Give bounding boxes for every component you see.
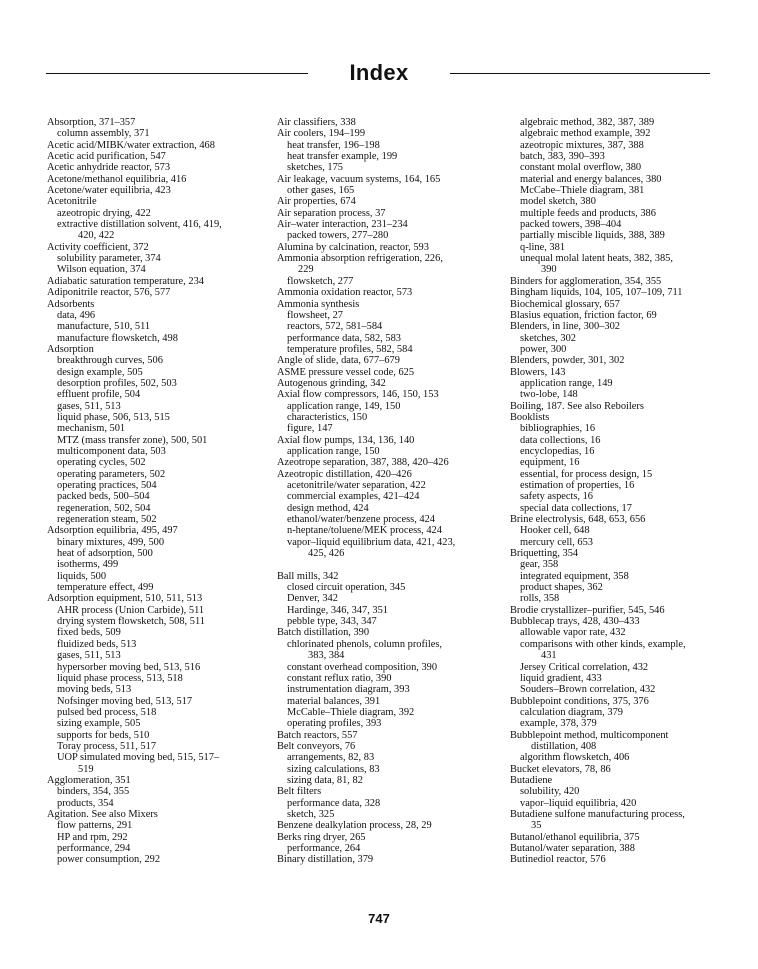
index-subentry: safety aspects, 16: [520, 491, 593, 503]
index-subentry: temperature profiles, 582, 584: [287, 343, 413, 355]
index-subentry: liquids, 500: [57, 570, 107, 582]
index-entry: Acetone/water equilibria, 423: [47, 185, 171, 197]
index-subentry: heat of adsorption, 500: [57, 548, 153, 560]
index-subentry: other gases, 165: [287, 185, 355, 197]
index-entry: Autogenous grinding, 342: [277, 377, 386, 389]
index-subentry: binary mixtures, 499, 500: [57, 536, 165, 548]
index-subentry: binders, 354, 355: [57, 786, 130, 798]
index-entry: ASME pressure vessel code, 625: [277, 366, 415, 378]
index-subentry: regeneration steam, 502: [57, 514, 157, 526]
index-entry: Bubblepoint method, multicomponent: [510, 729, 669, 741]
index-entry: Ammonia oxidation reactor, 573: [277, 287, 413, 299]
index-subentry: figure, 147: [287, 423, 333, 435]
index-subentry: reactors, 572, 581–584: [287, 321, 383, 333]
index-subentry: multiple feeds and products, 386: [520, 207, 656, 219]
index-entry: Binary distillation, 379: [277, 854, 374, 866]
index-subentry: column assembly, 371: [57, 128, 150, 140]
index-subentry: hypersorber moving bed, 513, 516: [57, 661, 201, 673]
index-subentry: isotherms, 499: [57, 559, 119, 571]
index-entry: Blenders, powder, 301, 302: [510, 355, 625, 367]
index-subentry: partially miscible liquids, 388, 389: [520, 230, 665, 242]
index-entry: Acetonitrile: [47, 196, 97, 208]
index-entry: Axial flow pumps, 134, 136, 140: [277, 434, 415, 446]
index-subentry: packed towers, 398–404: [520, 219, 622, 231]
index-entry: Acetone/methanol equilibria, 416: [47, 173, 187, 185]
index-entry: Ammonia synthesis: [277, 298, 360, 310]
index-entry: Azeotropic distillation, 420–426: [277, 468, 412, 480]
index-subentry: fixed beds, 509: [57, 627, 121, 639]
index-subentry: rolls, 358: [520, 593, 560, 605]
index-subentry: packed beds, 500–504: [57, 491, 150, 503]
header-rule-right: [450, 73, 710, 74]
index-subentry: liquid phase, 506, 513, 515: [57, 411, 170, 423]
index-subentry: sizing calculations, 83: [287, 763, 380, 775]
index-subentry: drying system flowsketch, 508, 511: [57, 616, 205, 628]
index-entry: Brine electrolysis, 648, 653, 656: [510, 514, 646, 526]
index-entry: Adsorption equilibria, 495, 497: [47, 525, 178, 537]
index-subentry: vapor–liquid equilibrium data, 421, 423,: [287, 536, 456, 548]
index-entry: Bubblecap trays, 428, 430–433: [510, 616, 640, 628]
index-entry: Activity coefficient, 372: [47, 241, 149, 253]
header-rule-left: [46, 73, 308, 74]
index-subentry: data, 496: [57, 309, 96, 321]
page-title: Index: [349, 60, 409, 85]
index-subentry: constant overhead composition, 390: [287, 661, 438, 673]
index-subentry: Hardinge, 346, 347, 351: [287, 604, 389, 616]
index-subentry: multicomponent data, 503: [57, 445, 166, 457]
index-entry: Butadiene sulfone manufacturing process,: [510, 808, 685, 820]
index-subentry: chlorinated phenols, column profiles,: [287, 638, 442, 650]
index-entry: Absorption, 371–357: [47, 117, 136, 128]
index-subentry: Jersey Critical correlation, 432: [520, 661, 649, 673]
index-subentry: operating cycles, 502: [57, 457, 146, 469]
index-entry: Butanol/water separation, 388: [510, 843, 635, 854]
index-entry: Acetic acid/MIBK/water extraction, 468: [47, 139, 215, 151]
index-entry-continuation: 431: [541, 650, 557, 662]
index-entry: Batch reactors, 557: [277, 729, 358, 741]
index-subentry: sketch, 325: [287, 808, 335, 820]
index-subentry: comparisons with other kinds, example,: [520, 638, 686, 650]
index-subentry: sketches, 175: [287, 162, 343, 174]
index-subentry: flow patterns, 291: [57, 820, 133, 832]
index-entry-continuation: 383, 384: [308, 650, 345, 662]
index-subentry: model sketch, 380: [520, 196, 596, 208]
index-subentry: gear, 358: [520, 559, 559, 571]
index-subentry: algebraic method example, 392: [520, 128, 651, 140]
index-subentry: calculation diagram, 379: [520, 706, 624, 718]
index-subentry: Toray process, 511, 517: [57, 740, 157, 752]
index-entry: Bucket elevators, 78, 86: [510, 763, 611, 775]
index-subentry: solubility parameter, 374: [57, 253, 161, 265]
index-subentry: batch, 383, 390–393: [520, 151, 605, 163]
index-subentry: flowsketch, 277: [287, 275, 354, 287]
index-entry-continuation: 229: [298, 264, 314, 276]
index-subentry: material balances, 391: [287, 695, 381, 707]
index-entry: Agitation. See also Mixers: [47, 808, 158, 820]
index-entry: Blasius equation, friction factor, 69: [510, 309, 657, 321]
index-subentry: example, 378, 379: [520, 718, 597, 730]
index-entry: Air separation process, 37: [277, 207, 386, 219]
index-subentry: constant molal overflow, 380: [520, 162, 642, 174]
index-subentry: heat transfer example, 199: [287, 151, 398, 163]
entry-spacer: [277, 559, 505, 570]
index-entry-continuation: 519: [78, 763, 94, 775]
index-entry: Belt filters: [277, 786, 322, 798]
index-entry-continuation: 425, 426: [308, 548, 345, 560]
index-subentry: moving beds, 513: [57, 684, 132, 696]
index-subentry: heat transfer, 196–198: [287, 139, 380, 151]
index-subentry: allowable vapor rate, 432: [520, 627, 626, 639]
index-header: [46, 60, 710, 86]
index-subentry: performance data, 582, 583: [287, 332, 401, 344]
index-subentry: unequal molal latent heats, 382, 385,: [520, 253, 673, 265]
index-subentry: McCabe–Thiele diagram, 381: [520, 185, 645, 197]
index-subentry: azeotropic drying, 422: [57, 207, 151, 219]
index-subentry: closed circuit operation, 345: [287, 582, 406, 594]
index-subentry: algebraic method, 382, 387, 389: [520, 117, 655, 128]
index-subentry: gases, 511, 513: [57, 400, 121, 412]
index-subentry: packed towers, 277–280: [287, 230, 389, 242]
index-entry: Azeotrope separation, 387, 388, 420–426: [277, 457, 449, 469]
index-subentry: instrumentation diagram, 393: [287, 684, 410, 696]
index-subentry: UOP simulated moving bed, 515, 517–: [57, 752, 220, 764]
index-entry: Air leakage, vacuum systems, 164, 165: [277, 173, 441, 185]
index-entry: Acetic anhydride reactor, 573: [47, 162, 171, 174]
index-subentry: product shapes, 362: [520, 582, 603, 594]
index-subentry: flowsheet, 27: [287, 309, 343, 321]
index-entry: Air coolers, 194–199: [277, 128, 366, 140]
index-subentry: equipment, 16: [520, 457, 580, 469]
index-entry-continuation: 35: [531, 820, 542, 832]
index-subentry: design example, 505: [57, 366, 143, 378]
index-subentry: Denver, 342: [287, 593, 338, 605]
index-subentry: MTZ (mass transfer zone), 500, 501: [57, 434, 208, 446]
index-entry: Butanol/ethanol equilibria, 375: [510, 831, 640, 843]
index-column-2: [277, 117, 505, 866]
index-entry: Butadiene: [510, 774, 553, 786]
index-entry: Air classifiers, 338: [277, 117, 356, 128]
index-subentry: power consumption, 292: [57, 854, 161, 866]
index-entry-continuation: distillation, 408: [531, 740, 597, 752]
index-subentry: Wilson equation, 374: [57, 264, 146, 276]
index-subentry: gases, 511, 513: [57, 650, 121, 662]
index-entry: Air properties, 674: [277, 196, 356, 208]
index-subentry: desorption profiles, 502, 503: [57, 377, 177, 389]
index-subentry: liquid phase process, 513, 518: [57, 672, 183, 684]
index-subentry: application range, 150: [287, 445, 380, 457]
index-entry: Blenders, in line, 300–302: [510, 321, 620, 333]
index-subentry: mechanism, 501: [57, 423, 126, 435]
index-subentry: two-lobe, 148: [520, 389, 578, 401]
index-entry: Agglomeration, 351: [47, 774, 131, 786]
index-subentry: mercury cell, 653: [520, 536, 593, 548]
index-subentry: McCable–Thiele diagram, 392: [287, 706, 415, 718]
index-subentry: performance, 294: [57, 843, 131, 854]
index-subentry: application range, 149: [520, 377, 613, 389]
index-entry: Benzene dealkylation process, 28, 29: [277, 820, 432, 832]
index-subentry: temperature effect, 499: [57, 582, 154, 594]
index-entry: Bingham liquids, 104, 105, 107–109, 711: [510, 287, 683, 299]
index-entry: Adsorbents: [47, 298, 95, 310]
index-subentry: encyclopedias, 16: [520, 445, 595, 457]
index-subentry: fluidized beds, 513: [57, 638, 137, 650]
index-subentry: data collections, 16: [520, 434, 601, 446]
index-subentry: n-heptane/toluene/MEK process, 424: [287, 525, 442, 537]
index-subentry: sizing example, 505: [57, 718, 141, 730]
index-subentry: q-line, 381: [520, 241, 566, 253]
index-subentry: constant reflux ratio, 390: [287, 672, 392, 684]
index-subentry: application range, 149, 150: [287, 400, 401, 412]
index-subentry: pebble type, 343, 347: [287, 616, 377, 628]
index-subentry: operating practices, 504: [57, 480, 157, 491]
index-entry: Boiling, 187. See also Reboilers: [510, 400, 644, 412]
index-subentry: Souders–Brown correlation, 432: [520, 684, 656, 696]
index-subentry: operating profiles, 393: [287, 718, 382, 730]
index-subentry: bibliographies, 16: [520, 423, 596, 435]
index-subentry: operating parameters, 502: [57, 468, 166, 480]
page-number: 747: [368, 911, 390, 926]
index-subentry: HP and rpm, 292: [57, 831, 128, 843]
index-entry: Bubblepoint conditions, 375, 376: [510, 695, 649, 707]
index-subentry: integrated equipment, 358: [520, 570, 629, 582]
index-subentry: breakthrough curves, 506: [57, 355, 163, 367]
index-entry: Batch distillation, 390: [277, 627, 370, 639]
index-entry: Binders for agglomeration, 354, 355: [510, 275, 662, 287]
index-subentry: vapor–liquid equilibria, 420: [520, 797, 637, 809]
index-subentry: acetonitrile/water separation, 422: [287, 480, 426, 491]
index-subentry: performance data, 328: [287, 797, 381, 809]
index-subentry: Hooker cell, 648: [520, 525, 590, 537]
index-subentry: extractive distillation solvent, 416, 419,: [57, 219, 222, 231]
index-subentry: characteristics, 150: [287, 411, 368, 423]
index-subentry: manufacture, 510, 511: [57, 321, 151, 333]
index-subentry: commercial examples, 421–424: [287, 491, 420, 503]
index-column-3: [510, 117, 720, 866]
index-subentry: ethanol/water/benzene process, 424: [287, 514, 436, 526]
index-entry: Angle of slide, data, 677–679: [277, 355, 400, 367]
index-entry: Adsorption: [47, 343, 94, 355]
index-subentry: solubility, 420: [520, 786, 580, 798]
index-entry: Briquetting, 354: [510, 548, 579, 560]
index-subentry: effluent profile, 504: [57, 389, 141, 401]
index-subentry: pulsed bed process, 518: [57, 706, 157, 718]
index-entry: Air–water interaction, 231–234: [277, 219, 408, 231]
index-subentry: regeneration, 502, 504: [57, 502, 151, 514]
index-entry: Belt conveyors, 76: [277, 740, 356, 752]
index-entry: Biochemical glossary, 657: [510, 298, 620, 310]
index-entry: Brodie crystallizer–purifier, 545, 546: [510, 604, 665, 616]
index-subentry: power, 300: [520, 343, 567, 355]
index-entry: Axial flow compressors, 146, 150, 153: [277, 389, 439, 401]
index-entry: Acetic acid purification, 547: [47, 151, 166, 163]
index-subentry: special data collections, 17: [520, 502, 632, 514]
index-subentry: manufacture flowsketch, 498: [57, 332, 178, 344]
index-subentry: sizing data, 81, 82: [287, 774, 363, 786]
index-entry: Berks ring dryer, 265: [277, 831, 366, 843]
index-subentry: Nofsinger moving bed, 513, 517: [57, 695, 193, 707]
index-subentry: products, 354: [57, 797, 114, 809]
index-entry-continuation: 390: [541, 264, 557, 276]
index-entry: Ball mills, 342: [277, 570, 339, 582]
index-entry: Adiabatic saturation temperature, 234: [47, 275, 204, 287]
index-subentry: material and energy balances, 380: [520, 173, 662, 185]
index-subentry: design method, 424: [287, 502, 369, 514]
index-subentry: supports for beds, 510: [57, 729, 150, 741]
index-subentry: sketches, 302: [520, 332, 576, 344]
index-subentry: AHR process (Union Carbide), 511: [57, 604, 205, 616]
index-subentry: liquid gradient, 433: [520, 672, 602, 684]
index-subentry: essential, for process design, 15: [520, 468, 653, 480]
index-entry: Booklists: [510, 411, 550, 423]
index-entry: Alumina by calcination, reactor, 593: [277, 241, 429, 253]
index-entry-continuation: 420, 422: [78, 230, 115, 242]
index-subentry: azeotropic mixtures, 387, 388: [520, 139, 644, 151]
index-entry: Blowers, 143: [510, 366, 566, 378]
index-subentry: algorithm flowsketch, 406: [520, 752, 630, 764]
index-entry: Butinediol reactor, 576: [510, 854, 606, 866]
index-column-1: [47, 117, 265, 866]
index-subentry: performance, 264: [287, 843, 361, 854]
index-subentry: estimation of properties, 16: [520, 480, 635, 491]
index-entry: Adsorption equipment, 510, 511, 513: [47, 593, 203, 605]
index-entry: Ammonia absorption refrigeration, 226,: [277, 253, 443, 265]
index-subentry: arrangements, 82, 83: [287, 752, 375, 764]
index-entry: Adiponitrile reactor, 576, 577: [47, 287, 171, 299]
